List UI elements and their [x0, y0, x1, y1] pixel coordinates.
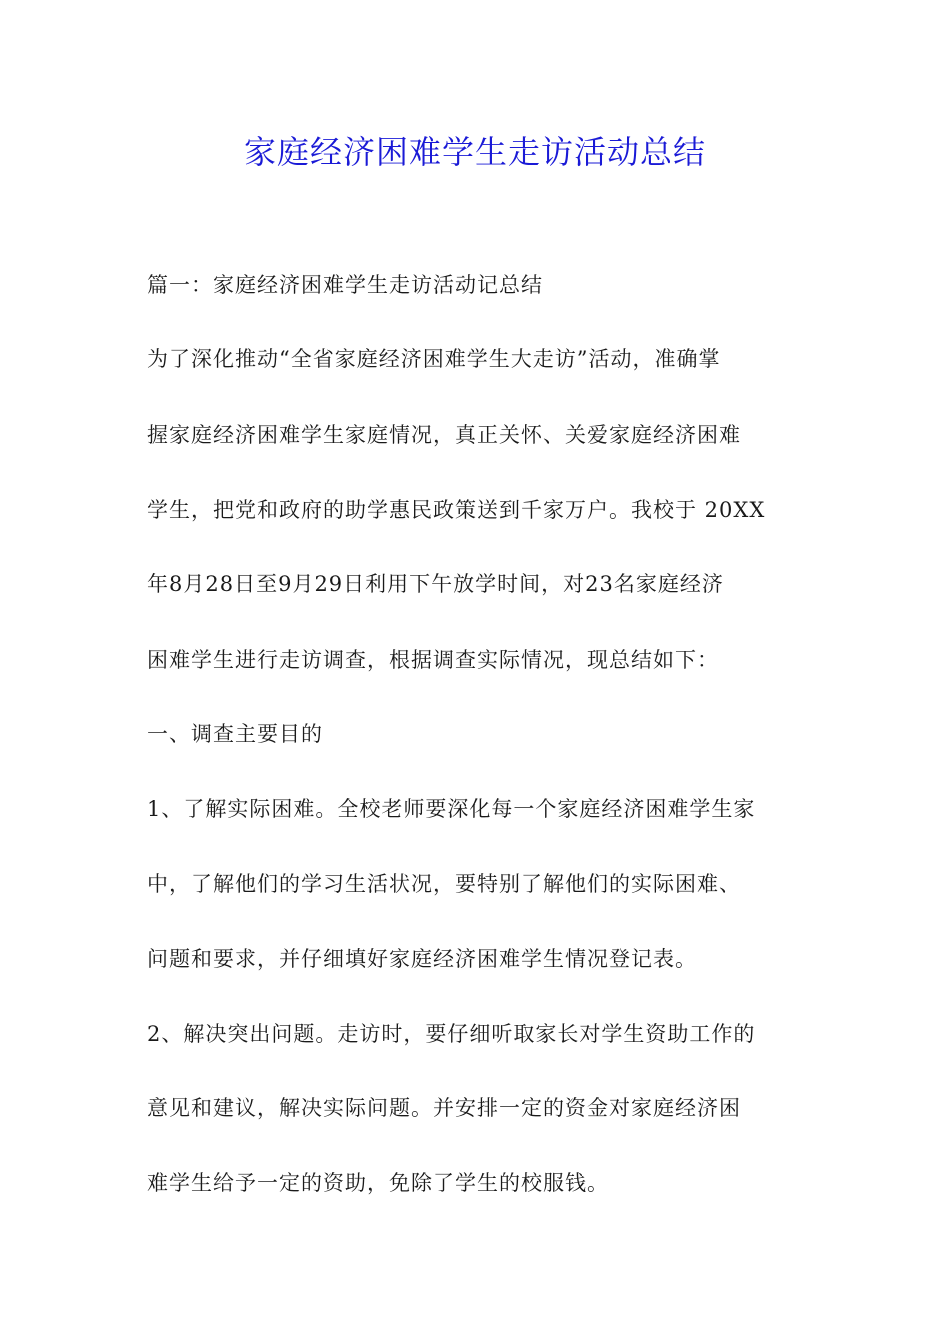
paragraph-line: 年8月28日至9月29日利用下午放学时间，对23名家庭经济 [147, 572, 724, 596]
paragraph-line: 意见和建议，解决实际问题。并安排一定的资金对家庭经济困 [147, 1096, 741, 1120]
paragraph-line: 1、了解实际困难。全校老师要深化每一个家庭经济困难学生家 [147, 797, 756, 821]
section-heading-part1: 篇一：家庭经济困难学生走访活动记总结 [147, 273, 543, 297]
paragraph-line: 学生，把党和政府的助学惠民政策送到千家万户。我校于 20XX [147, 498, 766, 522]
paragraph-line: 难学生给予一定的资助，免除了学生的校服钱。 [147, 1171, 609, 1195]
paragraph-line: 2、解决突出问题。走访时，要仔细听取家长对学生资助工作的 [147, 1022, 756, 1046]
section-heading-purpose: 一、调查主要目的 [147, 722, 323, 746]
paragraph-line: 问题和要求，并仔细填好家庭经济困难学生情况登记表。 [147, 947, 697, 971]
paragraph-line: 中，了解他们的学习生活状况，要特别了解他们的实际困难、 [147, 872, 741, 896]
paragraph-line: 为了深化推动“全省家庭经济困难学生大走访”活动，准确掌 [147, 347, 721, 371]
paragraph-line: 困难学生进行走访调查，根据调查实际情况，现总结如下： [147, 648, 719, 672]
paragraph-line: 握家庭经济困难学生家庭情况，真正关怀、关爱家庭经济困难 [147, 423, 741, 447]
document-title: 家庭经济困难学生走访活动总结 [243, 133, 706, 171]
